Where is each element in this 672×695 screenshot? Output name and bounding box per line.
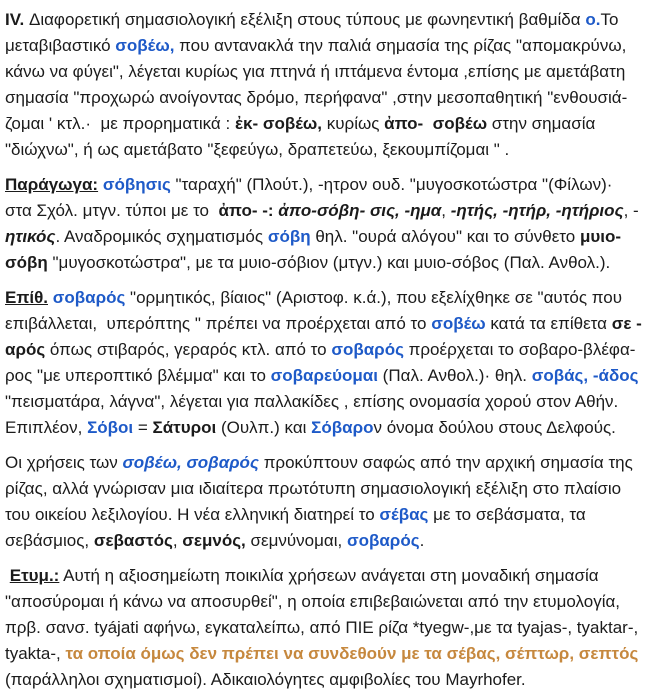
text-run: = <box>133 418 153 437</box>
text-line <box>5 7 666 33</box>
text-line <box>5 137 666 163</box>
text-line <box>5 33 666 59</box>
text-run: σέβας <box>379 505 429 524</box>
text-line <box>5 563 666 589</box>
text-run: προέρχεται το σοβαρο-βλέφα- <box>403 340 636 359</box>
text-line <box>5 250 666 276</box>
text-run: Αυτή η αξιοσημείωτη ποικιλία χρήσεων ανάγεται στη μοναδική σημασία <box>59 566 599 585</box>
text-run: ο. <box>585 10 601 29</box>
text-run: ζομαι ' κτλ.· με προρηματικά : <box>5 114 235 133</box>
text-run: σεμνός, <box>182 531 246 550</box>
text-run: , <box>172 531 183 550</box>
text-run: Επίθ. <box>5 288 48 307</box>
text-line <box>5 528 666 554</box>
text-run: σε - <box>611 314 642 333</box>
text-run: ητικός <box>5 227 56 246</box>
text-run: πρβ. σανσ. tyájati αφήνω, εγκαταλείπω, από ΠΙΕ ρίζα *tyegw-,με τα tyajas-, tyaktar-, <box>5 618 639 637</box>
text-run: Επιπλέον, <box>5 418 88 437</box>
text-run: Το <box>600 10 619 29</box>
text-run: ἀπο- -: <box>218 201 279 220</box>
text-run: tyakta-, <box>5 644 66 663</box>
text-line <box>5 59 666 85</box>
text-run: (παράλληλοι σχηματισμοί). Αδικαιολόγητες αμφιβολίες του Mayrhofer. <box>5 670 526 689</box>
text-run: "διώχνω", ή ως αμετάβατο "ξεφεύγω, δραπετεύω, ξεκουμπίζομαι " . <box>5 140 510 159</box>
text-line <box>5 667 666 693</box>
text-run: ρίζας, αλλά γνώρισαν μια ιδιαίτερα πρωτότυπη σημασιολογική εξέλιξη στο πλαίσιο <box>5 479 622 498</box>
text-run: μυιο- <box>579 227 622 246</box>
text-run: σοβαρεύομαι <box>270 366 378 385</box>
text-run: κυρίως <box>322 114 385 133</box>
text-run: σόβησις <box>102 175 171 194</box>
text-run: ἀπο- σοβέω <box>384 114 488 133</box>
text-line <box>5 85 666 111</box>
text-run: "ορμητικός, βίαιος" (Αριστοφ. κ.ά.), που εξελίχθηκε σε "αυτός που <box>125 288 623 307</box>
text-run: . <box>419 531 425 550</box>
text-run: "ταραχή" (Πλούτ.), -ητρον ουδ. "μυγοσκοτώστρα "(Φίλων)· <box>170 175 613 194</box>
text-run: IV. <box>5 10 25 29</box>
text-run: ν όνομα δούλου στους Δελφούς. <box>373 418 616 437</box>
text-run: Σόβαρο <box>311 418 374 437</box>
text-run: σοβέω <box>431 314 486 333</box>
text-line <box>5 285 666 311</box>
text-line <box>5 311 666 337</box>
text-run: ρος "με υπεροπτικό βλέμμα" και το <box>5 366 271 385</box>
text-line <box>5 415 666 441</box>
text-run: όπως στιβαρός, γεραρός κτλ. από το <box>45 340 332 359</box>
text-run: . Αναδρομικός σχηματισμός <box>55 227 268 246</box>
text-run: Ετυμ.: <box>9 566 60 585</box>
text-line <box>5 502 666 528</box>
paragraph <box>5 450 666 554</box>
text-run: στα Σχόλ. μτγν. τύποι με το <box>5 201 219 220</box>
text-run: Σάτυροι <box>152 418 217 437</box>
text-run: με το σεβάσματα, τα <box>428 505 586 524</box>
text-run: σεμνύνομαι, <box>245 531 347 550</box>
paragraph <box>5 285 666 441</box>
text-run: μεταβιβαστικό <box>5 36 116 55</box>
text-run: Παράγωγα: <box>5 175 99 194</box>
text-line <box>5 172 666 198</box>
text-run: σημασία "προχωρώ ανοίγοντας δρόμο, περήφανα" ,στην μεσοπαθητική "ενθουσιά- <box>5 88 628 107</box>
text-run: σοβέω, <box>115 36 175 55</box>
text-line <box>5 389 666 415</box>
text-run: σοβαρός <box>346 531 420 550</box>
text-run: προκύπτουν σαφώς από την αρχική σημασία της <box>258 453 633 472</box>
text-line <box>5 641 666 667</box>
text-run: Σόβοι <box>87 418 134 437</box>
text-run: κάνω να φύγει", λέγεται κυρίως για πτηνά ή ιπτάμενα έντομα ,επίσης με αμετάβατη <box>5 62 626 81</box>
text-line <box>5 363 666 389</box>
text-line <box>5 589 666 615</box>
text-run: σοβάς, -άδος <box>531 366 639 385</box>
text-run: σεβάσμιος, <box>5 531 94 550</box>
paragraph <box>5 563 666 693</box>
text-run: σοβέω, σοβαρός <box>122 453 259 472</box>
text-run: που αντανακλά την παλιά σημασία της ρίζας "απομακρύνω, <box>174 36 627 55</box>
text-run: -ητής, -ητήρ, -ητήριος <box>450 201 624 220</box>
paragraph <box>5 172 666 276</box>
text-run: θηλ. "ουρά αλόγου" και το σύνθετο <box>310 227 580 246</box>
text-run: κατά τα επίθετα <box>485 314 612 333</box>
paragraph <box>5 7 666 163</box>
text-line <box>5 198 666 224</box>
text-line <box>5 224 666 250</box>
text-run: , - <box>623 201 639 220</box>
text-run: σόβη <box>5 253 48 272</box>
text-run: στην σημασία <box>487 114 596 133</box>
text-run: Διαφορετική σημασιολογική εξέλιξη στους τύπους με φωνηεντική βαθμίδα <box>24 10 586 29</box>
text-run: σοβαρός <box>52 288 126 307</box>
text-run: "πεισματάρα, λάγνα", λέγεται για παλλακίδες , επίσης ονομασία χορού στον Αθήν. <box>5 392 619 411</box>
text-run: του οικείου λεξιλογίου. Η νέα ελληνική διατηρεί το <box>5 505 380 524</box>
text-run: τα οποία όμως δεν πρέπει να συνδεθούν με τα σέβας, σέπτωρ, σεπτός <box>65 644 639 663</box>
text-line <box>5 615 666 641</box>
text-line <box>5 111 666 137</box>
text-line <box>5 450 666 476</box>
text-run: (Παλ. Ανθολ.)· θηλ. <box>377 366 532 385</box>
text-run: "αποσύρομαι ή κάνω να αποσυρθεί", η οποία επιβεβαιώνεται από την ετυμολογία, <box>5 592 621 611</box>
text-run: αρός <box>5 340 46 359</box>
text-run: σοβαρός <box>331 340 404 359</box>
text-run: σόβη <box>267 227 311 246</box>
text-run: σεβαστός <box>93 531 173 550</box>
text-line <box>5 476 666 502</box>
text-line <box>5 337 666 363</box>
text-run: , <box>441 201 451 220</box>
text-run: (Ουλπ.) και <box>216 418 312 437</box>
text-run: ἀπο-σόβη- σις, -ημα <box>278 201 442 220</box>
text-run: "μυγοσκοτώστρα", με τα μυιο-σόβιον (μτγν.) και μυιο-σόβος (Παλ. Ανθολ.). <box>47 253 611 272</box>
text-run: ἐκ- σοβέω, <box>234 114 323 133</box>
text-run: επιβάλλεται, υπερόπτης " πρέπει να προέρχεται από το <box>5 314 432 333</box>
text-run: Οι χρήσεις των <box>5 453 123 472</box>
